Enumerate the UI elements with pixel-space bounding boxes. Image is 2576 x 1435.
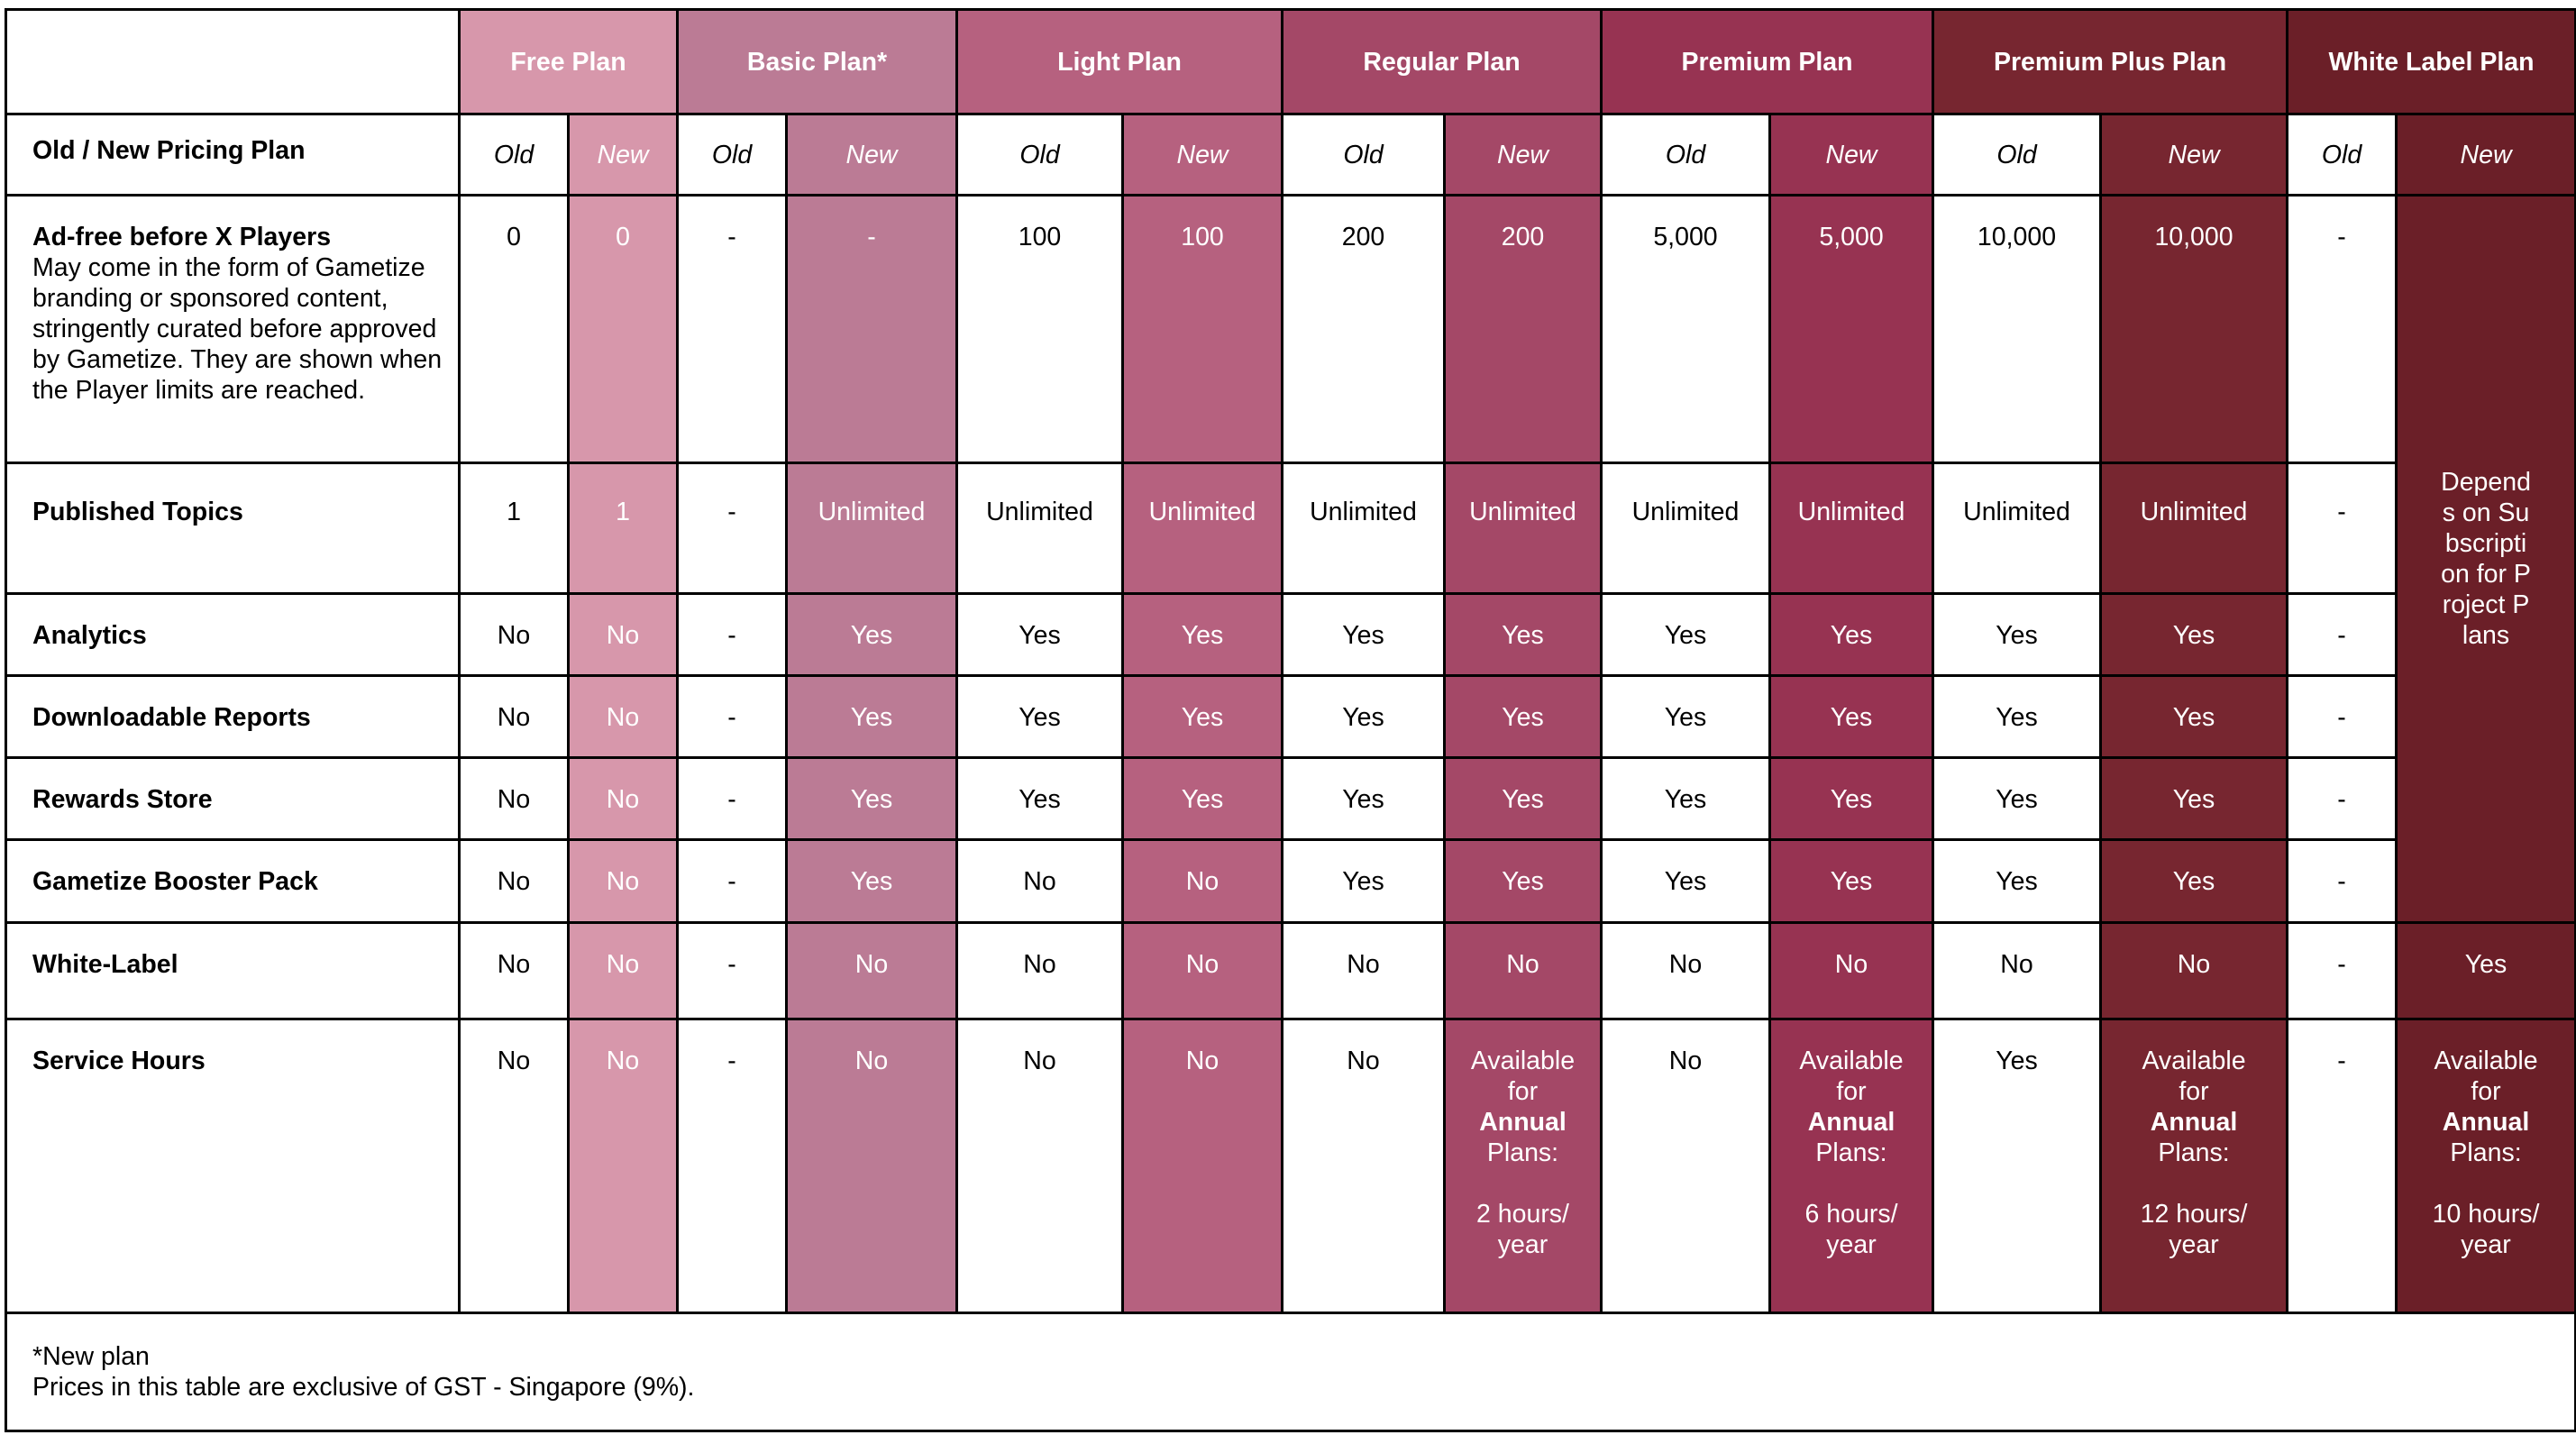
plan-header-free: Free Plan	[460, 10, 678, 114]
new-cell: New	[569, 114, 678, 196]
cell-regular-old: No	[1283, 1019, 1445, 1313]
corner-cell	[6, 10, 460, 114]
cell-premium-old: Yes	[1602, 840, 1770, 923]
cell-white-label-old: -	[2288, 840, 2397, 923]
cell-premium-new: 5,000	[1770, 196, 1933, 463]
new-cell: New	[1123, 114, 1283, 196]
cell-premium-old: No	[1602, 1019, 1770, 1313]
cell-basic-new: Yes	[787, 676, 957, 758]
cell-premium-plus-new: Yes	[2101, 676, 2288, 758]
cell-regular-new: Yes	[1445, 676, 1602, 758]
cell-basic-new: -	[787, 196, 957, 463]
row-label-rewards-store: Rewards Store	[6, 758, 460, 840]
old-cell: Old	[1602, 114, 1770, 196]
cell-regular-old: 200	[1283, 196, 1445, 463]
cell-premium-old: 5,000	[1602, 196, 1770, 463]
cell-free-new: No	[569, 676, 678, 758]
plan-header-regular: Regular Plan	[1283, 10, 1602, 114]
old-cell: Old	[678, 114, 787, 196]
footer-row	[6, 1313, 2576, 1431]
cell-free-old: No	[460, 594, 569, 676]
new-cell: New	[1445, 114, 1602, 196]
cell-basic-old: -	[678, 923, 787, 1019]
cell-light-old: No	[957, 1019, 1123, 1313]
cell-white-label-new: Yes	[2397, 923, 2576, 1019]
cell-premium-plus-old: No	[1933, 923, 2101, 1019]
cell-basic-old: -	[678, 1019, 787, 1313]
row-label-ad-free: Ad-free before X Players May come in the form of Gametize branding or sponsored content, stringently curated before approved by Gametize. They are shown when the Player limits are reached.	[6, 196, 460, 463]
cell-white-label-old: -	[2288, 196, 2397, 463]
cell-premium-new: Yes	[1770, 840, 1933, 923]
cell-free-old: No	[460, 923, 569, 1019]
plan-header-light: Light Plan	[957, 10, 1283, 114]
plan-header-premium-plus: Premium Plus Plan	[1933, 10, 2288, 114]
cell-free-new: No	[569, 594, 678, 676]
old-cell: Old	[1283, 114, 1445, 196]
cell-light-new: No	[1123, 923, 1283, 1019]
cell-light-new: No	[1123, 840, 1283, 923]
cell-basic-old: -	[678, 463, 787, 594]
footer-gst-note: Prices in this table are exclusive of GST - Singapore (9%).	[32, 1373, 695, 1402]
cell-light-new: Unlimited	[1123, 463, 1283, 594]
cell-premium-old: Unlimited	[1602, 463, 1770, 594]
plan-header-premium: Premium Plan	[1602, 10, 1933, 114]
cell-free-new: No	[569, 840, 678, 923]
cell-regular-old: Unlimited	[1283, 463, 1445, 594]
cell-light-new: Yes	[1123, 758, 1283, 840]
cell-premium-new: Unlimited	[1770, 463, 1933, 594]
cell-light-old: Yes	[957, 594, 1123, 676]
cell-premium-plus-old: 10,000	[1933, 196, 2101, 463]
cell-white-label-old: -	[2288, 923, 2397, 1019]
row-label-white-label: White-Label	[6, 923, 460, 1019]
depends-text: Depends on Subscription for Project Plans	[2441, 468, 2531, 650]
cell-premium-plus-new: Yes	[2101, 758, 2288, 840]
row-label-booster-pack: Gametize Booster Pack	[6, 840, 460, 923]
footer-notes	[6, 1313, 2576, 1431]
cell-white-label-old: -	[2288, 758, 2397, 840]
cell-basic-old: -	[678, 594, 787, 676]
cell-light-old: 100	[957, 196, 1123, 463]
cell-regular-old: No	[1283, 923, 1445, 1019]
cell-premium-plus-new: 10,000	[2101, 196, 2288, 463]
cell-free-new: 0	[569, 196, 678, 463]
cell-free-old: No	[460, 676, 569, 758]
cell-light-new: Yes	[1123, 676, 1283, 758]
cell-premium-plus-old: Yes	[1933, 1019, 2101, 1313]
row-label-analytics: Analytics	[6, 594, 460, 676]
pricing-comparison-table	[5, 8, 2576, 1432]
row-label-service-hours: Service Hours	[6, 1019, 460, 1313]
cell-free-old: No	[460, 840, 569, 923]
cell-white-label-old: -	[2288, 463, 2397, 594]
cell-regular-old: Yes	[1283, 758, 1445, 840]
cell-premium-plus-old: Yes	[1933, 676, 2101, 758]
cell-basic-new: No	[787, 923, 957, 1019]
cell-light-old: No	[957, 840, 1123, 923]
row-gametize-booster-pack	[6, 840, 2576, 923]
cell-premium-new: Yes	[1770, 676, 1933, 758]
cell-regular-new: Yes	[1445, 840, 1602, 923]
new-cell: New	[2397, 114, 2576, 196]
white-label-new-merged-cell	[2397, 196, 2576, 923]
cell-white-label-old: -	[2288, 676, 2397, 758]
cell-regular-new: 200	[1445, 196, 1602, 463]
plan-header-basic: Basic Plan*	[678, 10, 957, 114]
cell-basic-old: -	[678, 758, 787, 840]
cell-free-new: No	[569, 923, 678, 1019]
cell-premium-new: Yes	[1770, 758, 1933, 840]
cell-light-new: Yes	[1123, 594, 1283, 676]
cell-premium-new: No	[1770, 923, 1933, 1019]
cell-light-new: 100	[1123, 196, 1283, 463]
row-rewards-store	[6, 758, 2576, 840]
cell-basic-new: Yes	[787, 840, 957, 923]
row-published-topics	[6, 463, 2576, 594]
plan-header-white-label: White Label Plan	[2288, 10, 2576, 114]
cell-free-new: No	[569, 1019, 678, 1313]
cell-basic-new: Yes	[787, 594, 957, 676]
cell-free-old: 1	[460, 463, 569, 594]
row-analytics	[6, 594, 2576, 676]
cell-regular-new: Unlimited	[1445, 463, 1602, 594]
cell-basic-old: -	[678, 196, 787, 463]
row-label-old-new: Old / New Pricing Plan	[6, 114, 460, 196]
row-ad-free	[6, 196, 2576, 463]
cell-basic-new: Unlimited	[787, 463, 957, 594]
cell-light-old: Yes	[957, 758, 1123, 840]
cell-premium-old: Yes	[1602, 676, 1770, 758]
cell-white-label-old: -	[2288, 1019, 2397, 1313]
cell-premium-old: No	[1602, 923, 1770, 1019]
old-new-row	[6, 114, 2576, 196]
old-cell: Old	[1933, 114, 2101, 196]
cell-free-old: No	[460, 758, 569, 840]
cell-free-old: 0	[460, 196, 569, 463]
cell-light-old: Yes	[957, 676, 1123, 758]
cell-light-old: No	[957, 923, 1123, 1019]
cell-basic-old: -	[678, 676, 787, 758]
plan-header-row	[6, 10, 2576, 114]
footer-new-plan-note: *New plan	[32, 1342, 150, 1371]
new-cell: New	[2101, 114, 2288, 196]
cell-regular-old: Yes	[1283, 840, 1445, 923]
cell-premium-new: Yes	[1770, 594, 1933, 676]
row-label-downloadable-reports: Downloadable Reports	[6, 676, 460, 758]
row-service-hours	[6, 1019, 2576, 1313]
cell-premium-plus-old: Yes	[1933, 594, 2101, 676]
cell-premium-plus-old: Unlimited	[1933, 463, 2101, 594]
cell-regular-old: Yes	[1283, 594, 1445, 676]
cell-premium-old: Yes	[1602, 594, 1770, 676]
cell-basic-new: No	[787, 1019, 957, 1313]
cell-premium-plus-new: Yes	[2101, 840, 2288, 923]
cell-premium-plus-old: Yes	[1933, 840, 2101, 923]
cell-premium-old: Yes	[1602, 758, 1770, 840]
cell-basic-new: Yes	[787, 758, 957, 840]
row-white-label	[6, 923, 2576, 1019]
cell-regular-new: Yes	[1445, 758, 1602, 840]
cell-basic-old: -	[678, 840, 787, 923]
cell-regular-old: Yes	[1283, 676, 1445, 758]
cell-premium-plus-new: Available for Annual Plans: 12 hours/ year	[2101, 1019, 2288, 1313]
new-cell: New	[1770, 114, 1933, 196]
cell-premium-plus-new: Yes	[2101, 594, 2288, 676]
row-downloadable-reports	[6, 676, 2576, 758]
cell-regular-new: Available for Annual Plans: 2 hours/ year	[1445, 1019, 1602, 1313]
old-cell: Old	[957, 114, 1123, 196]
cell-premium-plus-old: Yes	[1933, 758, 2101, 840]
cell-premium-new: Available for Annual Plans: 6 hours/ year	[1770, 1019, 1933, 1313]
old-cell: Old	[460, 114, 569, 196]
cell-regular-new: No	[1445, 923, 1602, 1019]
cell-free-new: No	[569, 758, 678, 840]
cell-regular-new: Yes	[1445, 594, 1602, 676]
new-cell: New	[787, 114, 957, 196]
cell-free-old: No	[460, 1019, 569, 1313]
cell-white-label-old: -	[2288, 594, 2397, 676]
cell-light-new: No	[1123, 1019, 1283, 1313]
cell-free-new: 1	[569, 463, 678, 594]
cell-light-old: Unlimited	[957, 463, 1123, 594]
old-cell: Old	[2288, 114, 2397, 196]
cell-premium-plus-new: No	[2101, 923, 2288, 1019]
cell-premium-plus-new: Unlimited	[2101, 463, 2288, 594]
cell-white-label-new: Available for Annual Plans: 10 hours/ year	[2397, 1019, 2576, 1313]
row-label-published-topics: Published Topics	[6, 463, 460, 594]
